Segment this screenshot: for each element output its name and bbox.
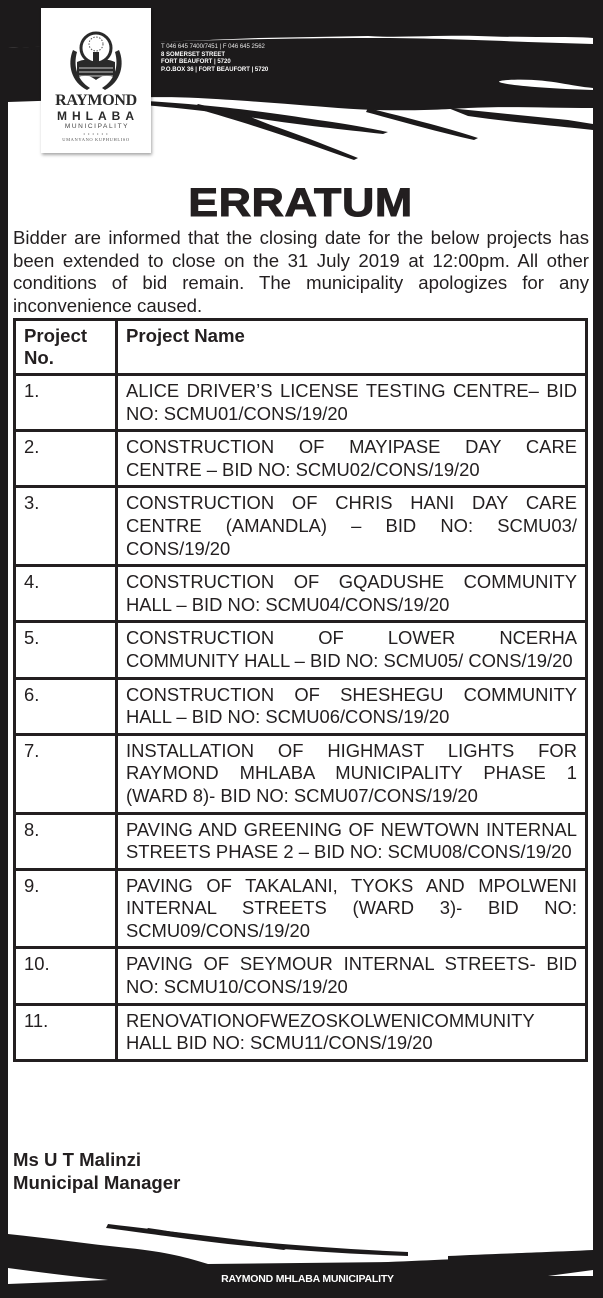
contact-street: 8 SOMERSET STREET	[161, 51, 226, 58]
project-number-cell: 1.	[15, 375, 117, 431]
project-name-cell: PAVING OF TAKALANI, TYOKS AND MPOLWENI INTERNAL STREETS (WARD 3)- BID NO: SCMU09/CONS/19/20	[117, 869, 587, 948]
municipal-emblem-icon	[63, 30, 129, 94]
signatory-title: Municipal Manager	[13, 1172, 181, 1193]
contact-phone-fax: T 046 645 7400/7451 | F 046 645 2562	[161, 44, 265, 50]
project-name-cell: CONSTRUCTION OF CHRIS HANI DAY CARE CENTRE (AMANDLA) – BID NO: SCMU03/ CONS/19/20	[117, 487, 587, 566]
table-header-row	[15, 320, 587, 375]
project-number-cell: 11.	[15, 1004, 117, 1060]
table-row	[15, 566, 587, 622]
project-name-cell: RENOVATIONOFWEZOSKOLWENICOMMUNITY HALL BID NO: SCMU11/CONS/19/20	[117, 1004, 587, 1060]
project-name-cell: CONSTRUCTION OF MAYIPASE DAY CARE CENTRE – BID NO: SCMU02/CONS/19/20	[117, 431, 587, 487]
signature-block	[13, 1148, 180, 1194]
notice-title: ERRATUM	[188, 181, 413, 225]
table-row	[15, 431, 587, 487]
project-name-cell: ALICE DRIVER’S LICENSE TESTING CENTRE– BID NO: SCMU01/CONS/19/20	[117, 375, 587, 431]
project-name-cell: CONSTRUCTION OF LOWER NCERHA COMMUNITY HALL – BID NO: SCMU05/ CONS/19/20	[117, 622, 587, 678]
contact-po-box: P.O.BOX 36 | FORT BEAUFORT | 5720	[161, 66, 269, 73]
notice-intro-paragraph: Bidder are informed that the closing date for the below projects has been extended to close on the 31 July 2019 at 12:00pm. All other conditions of bid remain. The municipality apologizes for any inconvenience caused.	[13, 227, 589, 316]
table-row	[15, 813, 587, 869]
logo-divider-dots: • • • • • •	[83, 131, 109, 136]
project-number-cell: 3.	[15, 487, 117, 566]
column-header-project-name: Project Name	[117, 320, 587, 375]
table-row	[15, 869, 587, 948]
logo-motto: UMANYANO KUPHUHLISO	[62, 137, 130, 142]
municipality-logo	[41, 8, 151, 153]
logo-name-line2: MHLABA	[57, 109, 139, 123]
project-name-cell: PAVING AND GREENING OF NEWTOWN INTERNAL STREETS PHASE 2 – BID NO: SCMU08/CONS/19/20	[117, 813, 587, 869]
project-number-cell: 7.	[15, 734, 117, 813]
table-row	[15, 678, 587, 734]
project-number-cell: 10.	[15, 948, 117, 1004]
logo-name-line3: MUNICIPALITY	[64, 123, 130, 130]
project-number-cell: 4.	[15, 566, 117, 622]
project-name-cell: PAVING OF SEYMOUR INTERNAL STREETS- BID NO: SCMU10/CONS/19/20	[117, 948, 587, 1004]
project-number-cell: 8.	[15, 813, 117, 869]
footer-municipality-name: RAYMOND MHLABA MUNICIPALITY	[221, 1273, 394, 1285]
project-name-cell: CONSTRUCTION OF SHESHEGU COMMUNITY HALL – BID NO: SCMU06/CONS/19/20	[117, 678, 587, 734]
logo-name-line1: RAYMOND	[55, 92, 137, 109]
project-name-cell: INSTALLATION OF HIGHMAST LIGHTS FOR RAYMOND MHLABA MUNICIPALITY PHASE 1 (WARD 8)- BID NO: SCMU07/CONS/19/20	[117, 734, 587, 813]
erratum-notice-page	[8, 8, 593, 1290]
table-row	[15, 1004, 587, 1060]
projects-table	[13, 318, 588, 1062]
table-row	[15, 487, 587, 566]
project-number-cell: 6.	[15, 678, 117, 734]
table-row	[15, 622, 587, 678]
project-number-cell: 2.	[15, 431, 117, 487]
project-number-cell: 9.	[15, 869, 117, 948]
contact-city: FORT BEAUFORT | 5720	[161, 59, 231, 66]
table-row	[15, 734, 587, 813]
table-row	[15, 375, 587, 431]
table-row	[15, 948, 587, 1004]
project-number-cell: 5.	[15, 622, 117, 678]
column-header-project-no: Project No.	[15, 320, 117, 375]
contact-details	[161, 44, 268, 74]
project-name-cell: CONSTRUCTION OF GQADUSHE COMMUNITY HALL – BID NO: SCMU04/CONS/19/20	[117, 566, 587, 622]
signatory-name: Ms U T Malinzi	[13, 1149, 142, 1170]
